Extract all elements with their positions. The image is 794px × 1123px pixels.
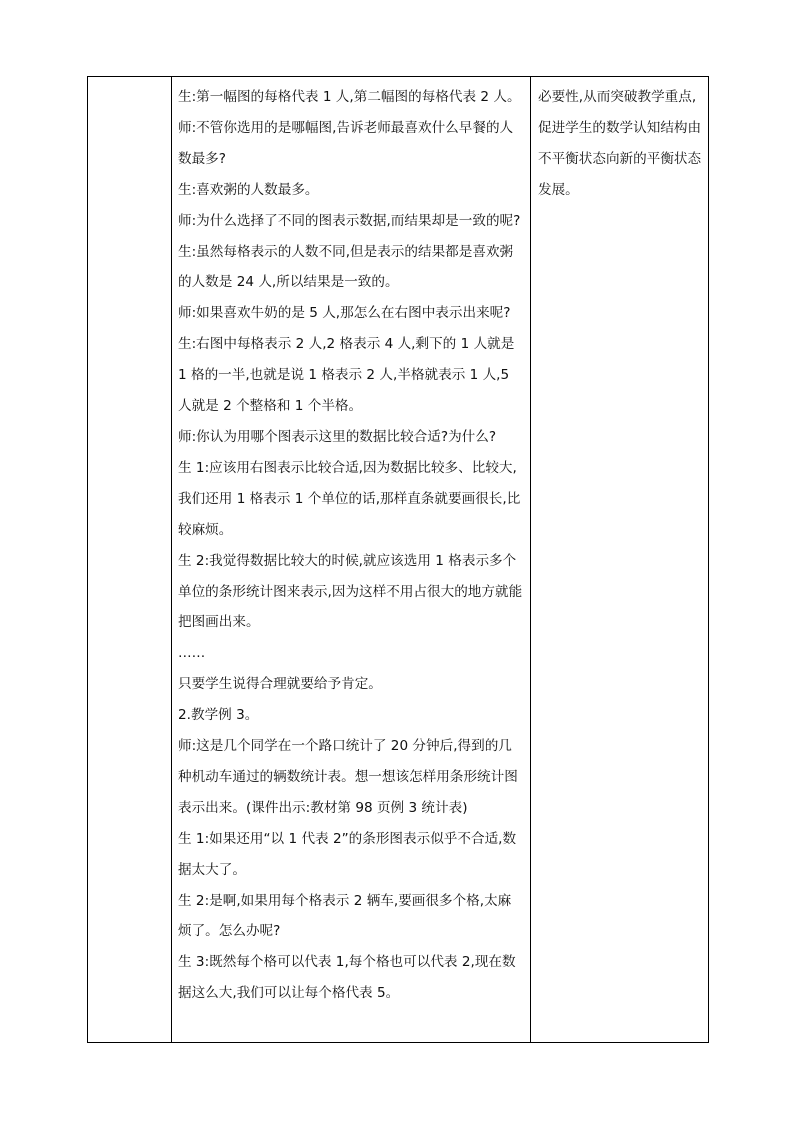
dialogue-paragraph: 只要学生说得合理就要给予肯定。 (178, 676, 382, 693)
dialogue-paragraph: 生:虽然每格表示的人数不同,但是表示的结果都是喜欢粥的人数是 24 人,所以结果是一致的。 (178, 243, 514, 291)
lesson-plan-table (87, 76, 709, 1043)
dialogue-paragraph: 生 1:应该用右图表示比较合适,因为数据比较多、比较大,我们还用 1 格表示 1 个单位的话,那样直条就要画很长,比较麻烦。 (178, 459, 521, 538)
dialogue-paragraph: 生:右图中每格表示 2 人,2 格表示 4 人,剩下的 1 人就是 1 格的一半,也就是说 1 格表示 2 人,半格就表示 1 人,5 人就是 2 个整格和 1 个半格。 (178, 336, 515, 415)
dialogue-paragraph: 生 3:既然每个格可以代表 1,每个格也可以代表 2,现在数据这么大,我们可以让每个格代表 5。 (178, 954, 516, 1002)
section-heading: 2.教学例 3。 (178, 707, 259, 724)
dialogue-paragraph: 生:喜欢粥的人数最多。 (178, 181, 319, 198)
dialogue-paragraph: 生:第一幅图的每格代表 1 人,第二幅图的每格代表 2 人。 (178, 89, 521, 105)
teaching-process-cell (172, 77, 531, 1043)
design-intent-cell (531, 77, 709, 1043)
dialogue-paragraph: 生 1:如果还用“以 1 代表 2”的条形图表示似乎不合适,数据太大了。 (178, 830, 517, 878)
teaching-process-text (172, 77, 530, 1009)
design-intent-text (531, 77, 708, 206)
left-cell (88, 77, 172, 1043)
dialogue-paragraph: 师:如果喜欢牛奶的是 5 人,那怎么在右图中表示出来呢? (178, 305, 511, 322)
dialogue-paragraph: 师:你认为用哪个图表示这里的数据比较合适?为什么? (178, 428, 497, 445)
dialogue-paragraph: 生 2:我觉得数据比较大的时候,就应该选用 1 格表示多个单位的条形统计图来表示,因为这样不用占很大的地方就能把图画出来。 (178, 552, 523, 631)
dialogue-paragraph: 师:为什么选择了不同的图表示数据,而结果却是一致的呢? (178, 212, 521, 229)
design-intent-paragraph: 必要性,从而突破教学重点,促进学生的数学认知结构由不平衡状态向新的平衡状态发展。 (538, 89, 702, 198)
dialogue-paragraph: 生 2:是啊,如果用每个格表示 2 辆车,要画很多个格,太麻烦了。怎么办呢? (178, 892, 512, 940)
table-row (88, 77, 709, 1043)
ellipsis-paragraph: …… (178, 645, 206, 662)
dialogue-paragraph: 师:这是几个同学在一个路口统计了 20 分钟后,得到的几种机动车通过的辆数统计表。想一想该怎样用条形统计图表示出来。(课件出示:教材第 98 页例 3 统计表) (178, 738, 518, 816)
dialogue-paragraph: 师:不管你选用的是哪幅图,告诉老师最喜欢什么早餐的人数最多? (178, 119, 514, 167)
